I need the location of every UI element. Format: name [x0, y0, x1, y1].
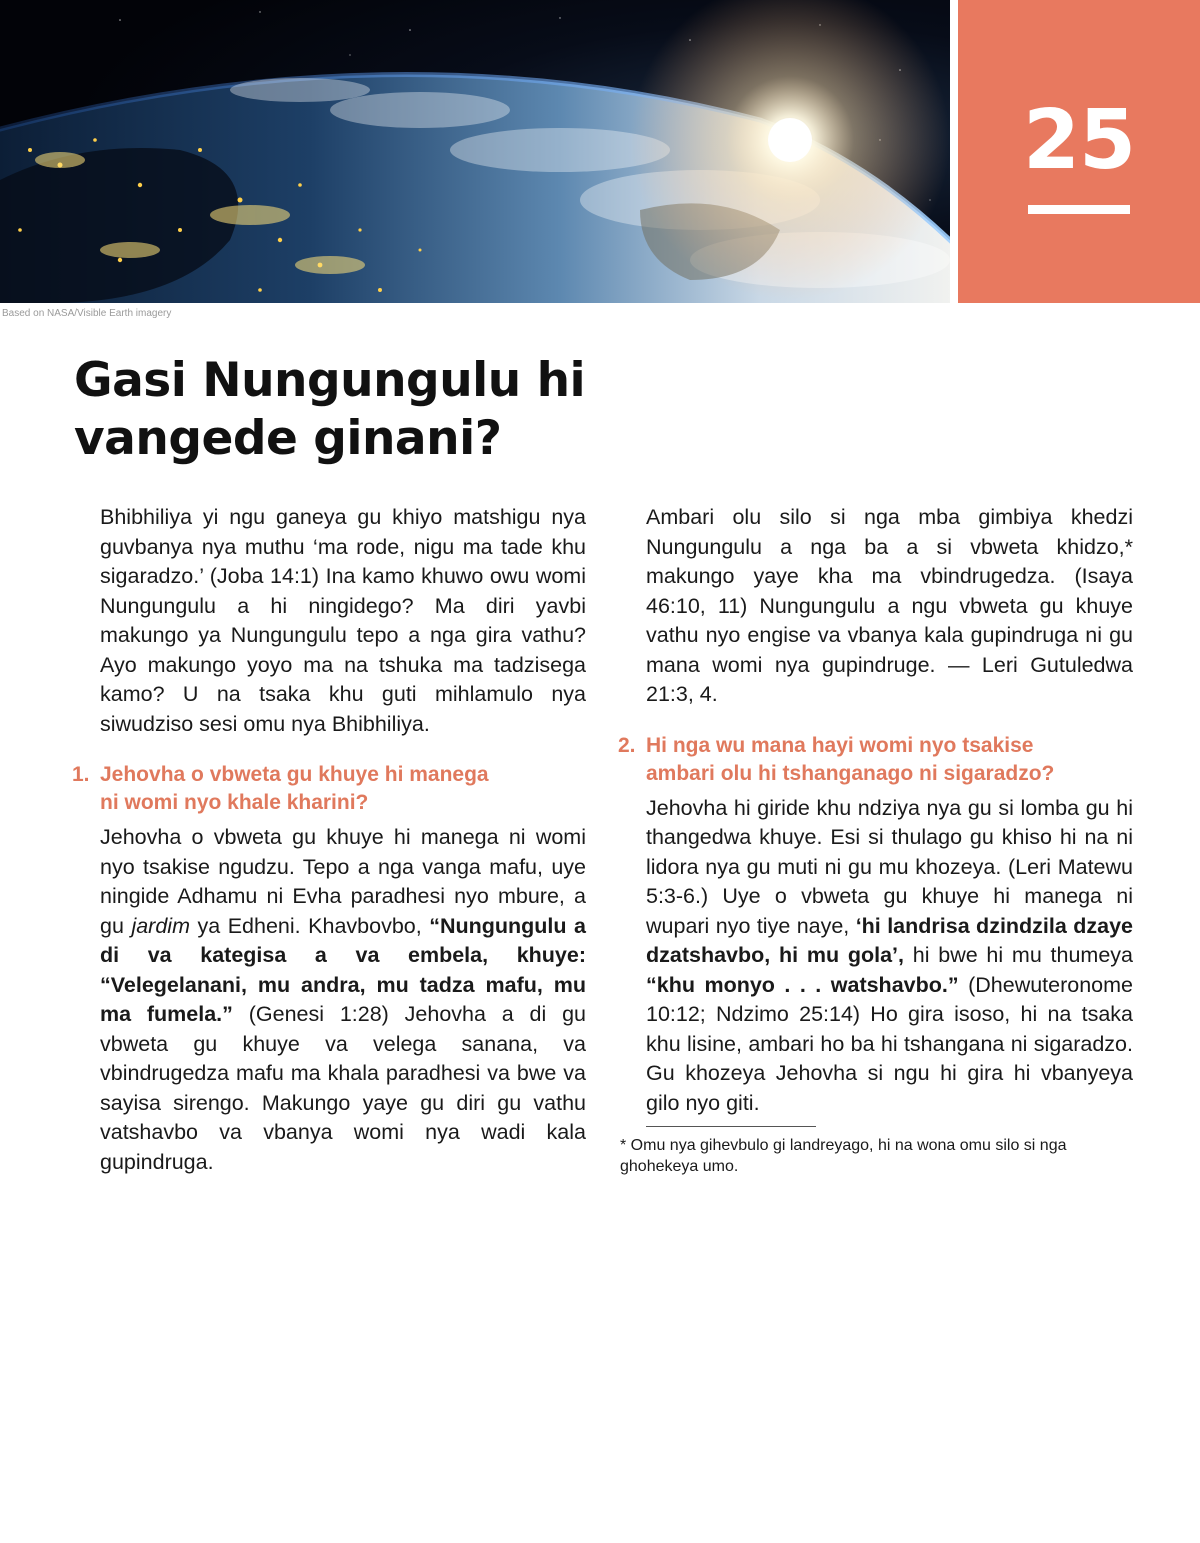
answer-2-text-b: hi bwe hi mu thumeya [904, 943, 1133, 967]
question-1-line-2: ni womi nyo khale kharini? [100, 791, 369, 814]
answer-2-paragraph [646, 794, 1133, 1119]
answer-1-text-b: ya Edheni. Khavbovbo, [189, 913, 430, 938]
answer-1-bold-quote: “Nungungulu a di va kategisa a va embela, khuye: “Velegelanani, mu andra, mu tadza mafu, mu ma fumela.” [100, 913, 587, 1026]
question-2-line-2: ambari olu hi tshanganago ni sigaradzo? [646, 761, 1055, 785]
answer-1-italic-term: jardim [131, 913, 190, 938]
question-1 [72, 761, 586, 817]
page-title-line-1: Gasi Nungungulu hi [74, 353, 586, 408]
image-credit: Based on NASA/Visible Earth imagery [2, 308, 172, 319]
lesson-number: 25 [1022, 93, 1136, 188]
footnote-divider [646, 1126, 816, 1127]
left-column [72, 503, 587, 1177]
question-2-line-1: Hi nga wu mana hayi womi nyo tsakise [646, 733, 1034, 757]
question-2 [618, 732, 1133, 788]
page-title-line-2: vangede ginani? [74, 411, 502, 466]
page-title [74, 352, 634, 468]
answer-2-text-a: Jehovha hi giride khu ndziya nya gu si lomba gu hi thangedwa khuye. Esi si thulago gu khiso hi na ni lidora nya gu muti ni gu mu khozeya. (Leri Matewu 5:3-6.) Uye o vbweta gu khuye hi manega ni wupari nyo tiye naye, [646, 795, 1133, 938]
intro-paragraph: Bhibhiliya yi ngu ganeya gu khiyo matshigu nya guvbanya nya muthu ‘ma rode, nigu ma tade khu sigaradzo.’ (Joba 14:1) Ina kamo khuwo owu womi Nungungulu a hi ningidego? Ma diri yavbi makungo ya Nungungulu tepo a nga gira vathu? Ayo makungo yoyo ma na tshuka ma tadzisega kamo? U na tsaka khu guti mihlamulo nya siwudziso sesi omu nya Bhibhiliya. [100, 505, 586, 736]
question-1-line-1: Jehovha o vbweta gu khuye hi manega [100, 763, 489, 786]
answer-1-paragraph [100, 823, 586, 1177]
question-1-number: 1. [72, 763, 90, 786]
answer-2-bold-quote-1: ‘hi landrisa dzindzila dzaye dzatshavbo, hi mu gola’, [646, 913, 1133, 967]
footnote: * Omu nya gihevbulo gi landreyago, hi na wona omu silo si nga ghohekeya umo. [620, 1137, 1067, 1175]
right-column [618, 503, 1134, 1177]
earth-illustration [0, 0, 950, 303]
answer-1-continued-paragraph: Ambari olu silo si nga mba gimbiya khedzi Nungungulu a nga ba a si vbweta khidzo,* makungo yaye kha ma vbindrugedza. (Isaya 46:10, 11) Nungungulu a ngu vbweta gu khuye vathu nyo engise va vbanya kala gupindruga ni gu mana womi nya gupindruge. — Leri Gutuledwa 21:3, 4. [646, 505, 1133, 706]
lesson-number-block [958, 0, 1200, 303]
answer-1-text-a: Jehovha o vbweta gu khuye hi manega ni womi nyo tsakise ngudzu. Tepo a nga vanga mafu, uye ningide Adhamu ni Evha paradhesi nyo mbure, a gu [100, 825, 586, 938]
question-2-number: 2. [618, 733, 636, 757]
answer-1-text-c: (Genesi 1:28) Jehovha a di gu vbweta gu khuye va velega sanana, va vbindrugedza mafu ma khala paradhesi va bwe va sayisa sirengo. Makungo yaye gu diri gu vathu vatshavbo va vbanya womi nya wadi kala gupindruga. [100, 1002, 586, 1174]
answer-2-bold-quote-2: “khu monyo . . . watshavbo.” [646, 972, 959, 997]
answer-2-text-c: (Dhewuteronome 10:12; Ndzimo 25:14) Ho gira isoso, hi na tsaka khu lisine, ambari ho ba hi tshangana ni sigaradzo. Gu khozeya Jehovha si ngu hi gira hi vbanyeya gilo nyo giti. [646, 972, 1134, 1115]
earth-from-space-image [0, 0, 950, 303]
lesson-number-underline [1028, 205, 1130, 214]
